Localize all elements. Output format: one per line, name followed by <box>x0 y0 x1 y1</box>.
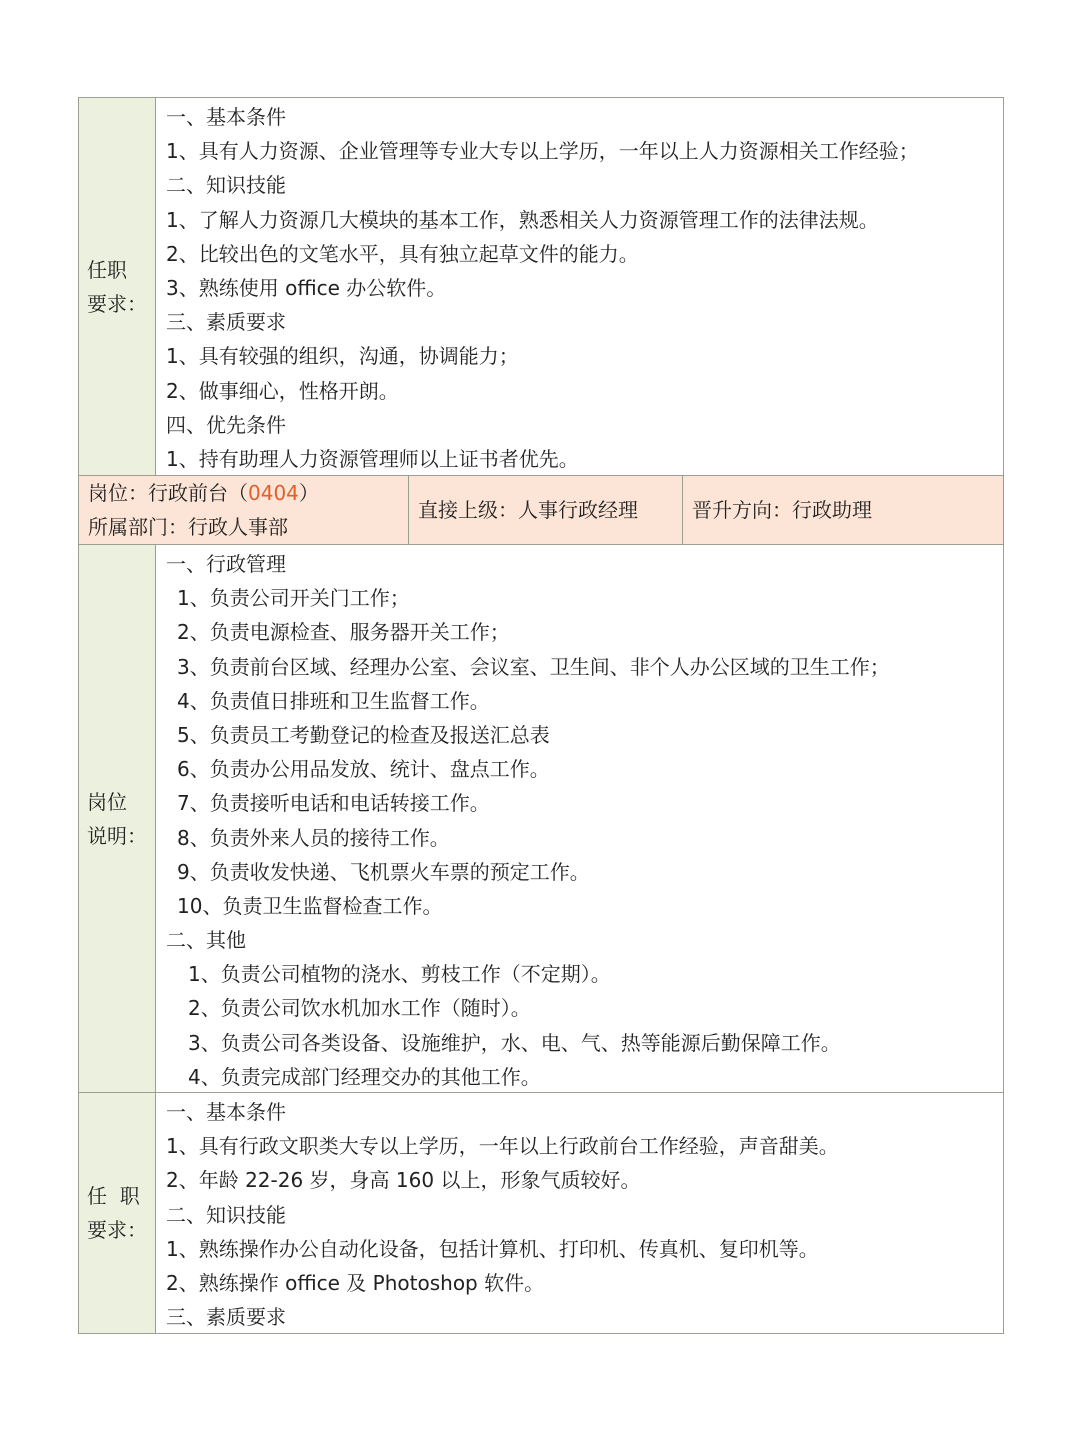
department: 所属部门：行政人事部 <box>88 515 288 539</box>
content-line: 4、负责完成部门经理交办的其他工作。 <box>188 1064 541 1089</box>
content-line: 一、行政管理 <box>166 552 286 576</box>
superior-cell <box>409 476 683 544</box>
content-line: 二、知识技能 <box>166 1202 286 1227</box>
promotion-direction: 晋升方向：行政助理 <box>692 498 872 522</box>
content-line: 5、负责员工考勤登记的检查及报送汇总表 <box>177 722 550 747</box>
position-prefix: 岗位：行政前台（ <box>88 481 248 505</box>
content-line: 1、持有助理人力资源管理师以上证书者优先。 <box>166 446 579 471</box>
content-line: 7、负责接听电话和电话转接工作。 <box>177 791 490 816</box>
duties-label: 岗位 说明： <box>87 789 147 848</box>
content-line: 1、具有行政文职类大专以上学历，一年以上行政前台工作经验，声音甜美。 <box>166 1134 839 1159</box>
content-line: 1、具有较强的组织，沟通，协调能力； <box>166 344 519 369</box>
content-line: 8、负责外来人员的接待工作。 <box>177 825 450 850</box>
promotion-cell <box>683 476 1003 544</box>
content-line: 二、知识技能 <box>166 173 286 198</box>
requirements-row-2 <box>79 1093 1003 1334</box>
duties-content <box>156 545 1003 1092</box>
content-line: 一、基本条件 <box>166 1100 286 1124</box>
content-line: 3、负责公司各类设备、设施维护，水、电、气、热等能源后勤保障工作。 <box>188 1030 841 1055</box>
content-line: 三、素质要求 <box>166 1305 286 1330</box>
content-line: 1、熟练操作办公自动化设备，包括计算机、打印机、传真机、复印机等。 <box>166 1236 819 1261</box>
content-line: 三、素质要求 <box>166 310 286 335</box>
content-line: 1、负责公司开关门工作； <box>177 586 410 611</box>
requirements-row-1 <box>79 98 1003 476</box>
requirements-content <box>156 1093 1003 1333</box>
position-header-row <box>79 476 1003 545</box>
content-line: 2、负责电源检查、服务器开关工作； <box>177 620 510 645</box>
content-line: 二、其他 <box>166 928 246 953</box>
requirements-label-cell <box>79 98 156 475</box>
duties-label-cell <box>79 545 156 1092</box>
requirements-label: 任 职 要求： <box>87 1184 147 1242</box>
content-line: 9、负责收发快递、飞机票火车票的预定工作。 <box>177 859 590 884</box>
direct-superior: 直接上级：人事行政经理 <box>418 498 638 522</box>
content-line: 1、负责公司植物的浇水、剪枝工作（不定期）。 <box>188 962 611 987</box>
position-title <box>88 476 408 510</box>
content-line: 4、负责值日排班和卫生监督工作。 <box>177 688 490 713</box>
job-description-table <box>78 97 1004 1334</box>
content-line: 2、负责公司饮水机加水工作（随时）。 <box>188 996 531 1021</box>
content-line: 3、熟练使用 office 办公软件。 <box>166 275 447 300</box>
content-line: 1、具有人力资源、企业管理等专业大专以上学历，一年以上人力资源相关工作经验； <box>166 139 919 164</box>
content-line: 四、优先条件 <box>166 412 286 437</box>
content-line: 10、负责卫生监督检查工作。 <box>177 893 443 918</box>
content-line: 2、熟练操作 office 及 Photoshop 软件。 <box>166 1270 545 1295</box>
content-line: 2、做事细心，性格开朗。 <box>166 378 399 403</box>
content-line: 一、基本条件 <box>166 105 286 129</box>
requirements-label-cell <box>79 1093 156 1333</box>
content-line: 1、了解人力资源几大模块的基本工作，熟悉相关人力资源管理工作的法律法规。 <box>166 207 879 232</box>
position-suffix: ） <box>298 481 319 505</box>
position-cell <box>79 476 409 544</box>
content-line: 3、负责前台区域、经理办公室、会议室、卫生间、非个人办公区域的卫生工作； <box>177 654 890 679</box>
duties-row <box>79 545 1003 1093</box>
content-line: 2、年龄 22-26 岁，身高 160 以上，形象气质较好。 <box>166 1168 641 1193</box>
position-code: 0404 <box>248 481 299 505</box>
requirements-content <box>156 98 1003 475</box>
requirements-label: 任职 要求： <box>87 257 147 316</box>
content-line: 6、负责办公用品发放、统计、盘点工作。 <box>177 757 550 782</box>
content-line: 2、比较出色的文笔水平，具有独立起草文件的能力。 <box>166 241 639 266</box>
